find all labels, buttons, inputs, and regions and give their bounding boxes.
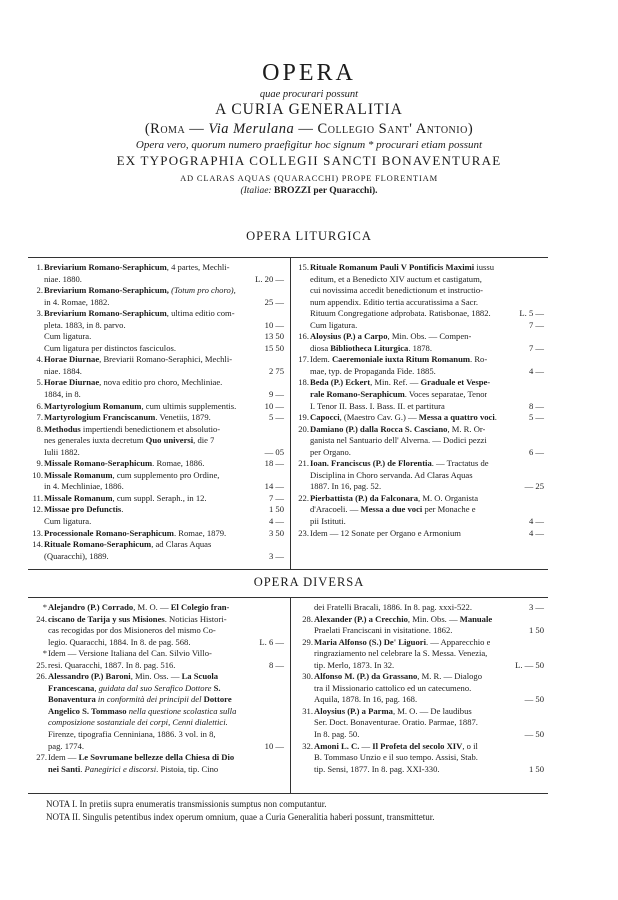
entry-line <box>48 648 284 660</box>
entry-line <box>310 458 544 470</box>
entry-text: Aloysius (P.) a Carpo, Min. Obs. — Compen- <box>310 331 472 342</box>
entry-number: 16. <box>298 331 309 342</box>
entry-line <box>310 308 544 320</box>
entry-line <box>310 285 544 297</box>
entry-line <box>314 729 544 741</box>
entry-text: Ioan. Franciscus (P.) de Florentia. — Tractatus de <box>310 458 489 469</box>
catalogue-entry <box>30 285 284 308</box>
catalogue-entry <box>30 354 284 377</box>
address-collegio: — Collegio Sant' Antonio) <box>294 121 474 137</box>
entry-price: — 05 <box>264 446 284 457</box>
entry-line <box>314 706 544 718</box>
entry-text: per Organo. <box>310 446 351 457</box>
entry-price: 7 — <box>528 319 544 330</box>
entry-number: 9. <box>36 458 43 469</box>
liturgica-right-column <box>296 262 544 539</box>
entry-price: 6 — <box>528 446 544 457</box>
entry-text: Praelati Franciscani in visitatione. 1862. <box>314 625 453 636</box>
entry-number: 11. <box>32 492 43 503</box>
entry-line <box>314 614 544 626</box>
entry-line <box>310 447 544 459</box>
entry-text: Methodus impertiendi benedictionem et absolutio- <box>44 423 221 434</box>
entry-text: rale Romano-Seraphicum. Voces separatae, Tenor <box>310 389 488 400</box>
entry-line <box>44 297 284 309</box>
entry-text: Alessandro (P.) Baroni, Min. Oss. — La Scuola <box>48 671 219 682</box>
asterisk-note: Opera vero, quorum numero praefigitur hoc signum * procurari etiam possunt <box>135 139 483 151</box>
entry-price: 15 50 <box>264 342 284 353</box>
entry-text: Missale Romano-Seraphicum. Romae, 1886. <box>44 458 205 469</box>
entry-price: 13 50 <box>264 331 284 342</box>
entry-text: Idem — Le Sovrumane bellezze della Chiesa di Dio <box>48 752 235 763</box>
entry-text: Angelico S. Tommaso nella questione scolastica sulla <box>48 705 237 716</box>
entry-text: Francescana, guidata dal suo Serafico Dottore S. <box>48 682 221 693</box>
entry-line <box>314 625 544 637</box>
entry-price: 10 — <box>264 319 284 330</box>
entry-number: 31. <box>302 705 313 716</box>
entry-number: 22. <box>298 492 309 503</box>
entry-line <box>48 741 284 753</box>
catalogue-entry <box>296 262 544 331</box>
entry-price: L. 5 — <box>519 308 544 319</box>
entry-text: Amoni L. C. — Il Profeta del secolo XIV, o il <box>314 740 478 751</box>
entry-line <box>48 717 284 729</box>
divider <box>28 597 548 598</box>
entry-text: diosa Bibliotheca Liturgica. 1878. <box>310 342 432 353</box>
entry-price: 3 — <box>268 550 284 561</box>
entry-number: 29. <box>302 636 313 647</box>
entry-number: 2. <box>36 285 43 296</box>
catalogue-entry <box>296 377 544 412</box>
entry-line <box>48 683 284 695</box>
catalogue-entry <box>30 308 284 354</box>
entry-text: I. Tenor II. Bass. I. Bass. II. et partitura <box>310 400 445 411</box>
address-via: Via Merulana <box>208 121 295 137</box>
entry-text: niae. 1884. <box>44 365 82 376</box>
divider <box>28 793 548 794</box>
entry-text: pii Istituti. <box>310 516 346 527</box>
entry-number: 14. <box>32 539 43 550</box>
catalogue-entry <box>30 401 284 413</box>
entry-line <box>314 694 544 706</box>
entry-number: 20. <box>298 423 309 434</box>
entry-price: 4 — <box>268 516 284 527</box>
entry-line <box>44 401 284 413</box>
entry-number: 12. <box>32 504 43 515</box>
entry-line <box>314 648 544 660</box>
entry-line <box>314 741 544 753</box>
entry-price: 1 50 <box>528 763 544 774</box>
entry-text: Breviarium Romano-Seraphicum, ultima editio com- <box>44 308 235 319</box>
entry-line <box>310 401 544 413</box>
section-title-liturgica: OPERA LITURGICA <box>246 229 372 243</box>
catalogue-entry <box>30 412 284 424</box>
entry-line <box>314 683 544 695</box>
entry-line <box>310 331 544 343</box>
entry-text: mae, typ. de Propaganda Fide. 1885. <box>310 365 436 376</box>
entry-price: 3 50 <box>268 527 284 538</box>
entry-text: Missae pro Defunctis. <box>44 504 124 515</box>
entry-text: Missale Romanum, cum supplemento pro Ordine, <box>44 469 220 480</box>
entry-text: in 4. Romae, 1882. <box>44 296 110 307</box>
entry-line <box>44 389 284 401</box>
entry-price: L. 20 — <box>255 273 284 284</box>
entry-text: tra il Missionario cattolico ed un catecumeno. <box>314 682 472 693</box>
postal-place: BROZZI per Quaracchi). <box>271 186 378 196</box>
entry-text: Idem — Versione Italiana del Can. Silvio Villo- <box>48 648 212 659</box>
catalogue-entry <box>30 752 284 775</box>
entry-price: 5 — <box>268 412 284 423</box>
entry-text: Bonaventura in conformità dei principii del Dottore <box>48 694 232 705</box>
entry-text: in 4. Mechliniae, 1886. <box>44 481 124 492</box>
entry-text: num appendix. Editio tertia accuratissima a Sacr. <box>310 296 479 307</box>
section-title-diversa: OPERA DIVERSA <box>253 575 365 589</box>
entry-line <box>44 262 284 274</box>
entry-line <box>44 285 284 297</box>
entry-text: nei Santi. Panegirici e discorsi. Pistoia, tip. Cino <box>48 763 219 774</box>
entry-line <box>44 504 284 516</box>
entry-text: 1884, in 8. <box>44 389 81 400</box>
entry-line <box>44 274 284 286</box>
entry-text: niae. 1880. <box>44 273 82 284</box>
note-2: NOTA II. Singulis petentibus index operum omnium, quae a Curia Generalitia haberi possunt, transmittetur. <box>46 811 435 822</box>
entry-text: Cum ligatura. <box>44 331 92 342</box>
entry-line <box>310 343 544 355</box>
entry-line <box>44 493 284 505</box>
entry-price: 4 — <box>528 365 544 376</box>
entry-line <box>310 470 544 482</box>
column-divider <box>290 597 291 793</box>
entry-text: Rituum Congregatione adprobata. Ratisbonae, 1882. <box>310 308 491 319</box>
entry-text: Cum ligatura. <box>44 516 92 527</box>
entry-line <box>44 354 284 366</box>
catalogue-entry <box>296 528 544 540</box>
catalogue-entry <box>296 706 544 741</box>
entry-line <box>48 637 284 649</box>
entry-number: 21. <box>298 458 309 469</box>
entry-text: Damiano (P.) dalla Rocca S. Casciano, M. R. Or- <box>310 423 486 434</box>
entry-text: Pierbattista (P.) da Falconara, M. O. Organista <box>310 492 479 503</box>
entry-number: 15. <box>298 262 309 272</box>
catalogue-entry <box>296 671 544 706</box>
entry-text: 1887. In 16, pag. 52. <box>310 481 382 492</box>
entry-number: 3. <box>36 308 43 319</box>
catalogue-entry <box>30 493 284 505</box>
entry-line <box>310 377 544 389</box>
entry-line <box>48 764 284 776</box>
entry-number: 19. <box>298 412 309 423</box>
entry-number: 7. <box>36 412 43 423</box>
catalogue-entry <box>296 493 544 528</box>
entry-line <box>44 447 284 459</box>
entry-price: 1 50 <box>528 625 544 636</box>
entry-line <box>310 297 544 309</box>
entry-line <box>44 331 284 343</box>
entry-text: Martyrologium Franciscanum. Venetiis, 1879. <box>44 412 211 423</box>
entry-price: 25 — <box>264 296 284 307</box>
typographia-heading: EX TYPOGRAPHIA COLLEGII SANCTI BONAVENTURAE <box>116 153 502 168</box>
entry-text: Iulii 1882. <box>44 446 80 457</box>
divider <box>28 257 548 258</box>
entry-number: 32. <box>302 740 313 751</box>
column-divider <box>290 257 291 569</box>
entry-line <box>48 729 284 741</box>
entry-text: tip. Sensi, 1877. In 8. pag. XXI-330. <box>314 763 440 774</box>
entry-number: 27. <box>36 752 47 763</box>
entry-line <box>44 551 284 563</box>
entry-text: composizione sostanziale dei corpi, Cenni dialettici. <box>48 717 228 728</box>
address-roma: (Roma — <box>144 121 209 137</box>
entry-line <box>314 717 544 729</box>
entry-text: d'Aracoeli. — Messa a due voci per Monache e <box>310 504 476 515</box>
entry-line <box>44 539 284 551</box>
entry-price: 1 50 <box>268 504 284 515</box>
catalogue-entry <box>30 262 284 285</box>
catalogue-entry <box>296 602 544 614</box>
catalogue-entry <box>296 741 544 776</box>
entry-line <box>44 516 284 528</box>
entry-text: Alejandro (P.) Corrado, M. O. — El Colegio fran- <box>48 602 230 612</box>
entry-line <box>48 660 284 672</box>
entry-text: editum, et a Benedicto XIV auctum et castigatum, <box>310 273 482 284</box>
entry-text: resi. Quaracchi, 1887. In 8. pag. 516. <box>48 659 176 670</box>
entry-line <box>44 366 284 378</box>
entry-number: * 25. <box>36 648 47 670</box>
entry-text: cui novissima accedit benedictionum et instructio- <box>310 285 484 296</box>
entry-number: 10. <box>32 469 43 480</box>
entry-line <box>314 752 544 764</box>
entry-price: 9 — <box>268 389 284 400</box>
entry-price: 4 — <box>528 527 544 538</box>
entry-line <box>314 637 544 649</box>
entry-text: (Quaracchi), 1889. <box>44 550 109 561</box>
entry-text: Ser. Doct. Bonaventurae. Oratio. Parmae, 1887. <box>314 717 478 728</box>
entry-text: Disciplina in Choro servanda. Ad Claras Aquas <box>310 469 473 480</box>
entry-line <box>310 435 544 447</box>
entry-line <box>44 320 284 332</box>
entry-number: 26. <box>36 671 47 682</box>
catalogue-entry <box>30 377 284 400</box>
entry-text: nes generales iuxta decretum Quo universi, die 7 <box>44 435 215 446</box>
subtitle-quae: quae procurari possunt <box>259 89 359 100</box>
entry-line <box>44 377 284 389</box>
liturgica-left-column <box>30 262 284 562</box>
entry-line <box>44 435 284 447</box>
entry-price: L. 6 — <box>259 636 284 647</box>
entry-number: 8. <box>36 423 43 434</box>
entry-price: 2 75 <box>268 365 284 376</box>
entry-price: — 25 <box>524 481 544 492</box>
entry-line <box>310 262 544 274</box>
entry-text: ciscano de Tarija y sus Misiones. Noticias Histori- <box>48 613 227 624</box>
entry-price: 14 — <box>264 481 284 492</box>
entry-price: — 50 <box>524 694 544 705</box>
entry-price: 8 — <box>268 659 284 670</box>
entry-line <box>310 354 544 366</box>
entry-line <box>310 320 544 332</box>
postal-line <box>0 186 618 196</box>
entry-text: pag. 1774. <box>48 740 85 751</box>
entry-number: 13. <box>32 527 43 538</box>
entry-line <box>48 706 284 718</box>
entry-line <box>310 528 544 540</box>
entry-text: Horae Diurnae, nova editio pro choro, Mechliniae. <box>44 377 223 388</box>
entry-text: Idem — 12 Sonate per Organo e Armonium <box>310 527 461 538</box>
entry-text: pleta. 1883, in 8. parvo. <box>44 319 126 330</box>
entry-price: 5 — <box>528 412 544 423</box>
diversa-right-column <box>296 602 544 775</box>
catalogue-entry <box>296 331 544 354</box>
entry-price: — 50 <box>524 729 544 740</box>
entry-line <box>44 308 284 320</box>
entry-line <box>310 274 544 286</box>
catalogue-entry <box>30 648 284 671</box>
catalogue-entry <box>30 602 284 648</box>
catalogue-entry <box>30 424 284 459</box>
entry-number: 30. <box>302 671 313 682</box>
entry-text: In 8. pag. 50. <box>314 729 360 740</box>
notes-block <box>46 798 434 823</box>
entry-number: 4. <box>36 354 43 365</box>
entry-text: Cum ligatura per distinctos fasciculos. <box>44 342 176 353</box>
entry-price: 10 — <box>264 400 284 411</box>
entry-text: legio. Quaracchi, 1884. In 8. de pag. 568. <box>48 636 191 647</box>
entry-number: * 24. <box>36 602 47 624</box>
entry-number: 23. <box>298 527 309 538</box>
entry-line <box>44 528 284 540</box>
entry-line <box>48 752 284 764</box>
page-title: OPERA <box>262 60 356 86</box>
entry-text: ganista nel Santuario dell' Alverna. — Dodici pezzi <box>310 435 487 446</box>
catalogue-entry <box>30 528 284 540</box>
entry-text: B. Tommaso Unzio e il suo tempo. Assisi, Stab. <box>314 752 478 763</box>
diversa-left-column <box>30 602 284 775</box>
entry-price: L. — 50 <box>515 659 544 670</box>
entry-text: Breviarium Romano-Seraphicum, (Totum pro choro), <box>44 285 236 296</box>
entry-line <box>310 493 544 505</box>
entry-line <box>314 671 544 683</box>
entry-line <box>310 516 544 528</box>
entry-line <box>310 481 544 493</box>
entry-text: dei Fratelli Bracali, 1886. In 8. pag. xxxi-522. <box>314 602 472 612</box>
entry-number: 17. <box>298 354 309 365</box>
entry-number: 18. <box>298 377 309 388</box>
entry-line <box>44 458 284 470</box>
entry-number: 28. <box>302 613 313 624</box>
entry-line <box>48 625 284 637</box>
curia-heading: A CURIA GENERALITIA <box>215 101 403 118</box>
entry-price: 10 — <box>264 740 284 751</box>
entry-line <box>310 366 544 378</box>
entry-line <box>44 424 284 436</box>
entry-text: Firenze, tipografia Cenniniana, 1886. 3 vol. in 8, <box>48 729 216 740</box>
entry-text: Rituale Romano-Seraphicum, ad Claras Aquas <box>44 539 212 550</box>
entry-price: 7 — <box>268 492 284 503</box>
catalogue-entry <box>30 504 284 527</box>
location-line: AD CLARAS AQUAS (QUARACCHI) PROPE FLORENTIAM <box>180 173 438 183</box>
entry-line <box>314 660 544 672</box>
address-line <box>0 121 618 138</box>
catalogue-entry <box>296 458 544 493</box>
entry-text: Rituale Romanum Pauli V Pontificis Maximi iussu <box>310 262 494 272</box>
catalogue-entry <box>296 424 544 459</box>
entry-line <box>44 481 284 493</box>
entry-line <box>44 470 284 482</box>
entry-line <box>48 602 284 614</box>
divider <box>28 569 548 570</box>
entry-line <box>44 412 284 424</box>
entry-price: 18 — <box>264 458 284 469</box>
entry-line <box>310 504 544 516</box>
catalogue-entry <box>296 354 544 377</box>
entry-line <box>48 671 284 683</box>
entry-text: tip. Merlo, 1873. In 32. <box>314 659 395 670</box>
catalogue-entry <box>296 412 544 424</box>
entry-price: 4 — <box>528 516 544 527</box>
entry-price: 7 — <box>528 342 544 353</box>
entry-line <box>310 389 544 401</box>
entry-line <box>310 424 544 436</box>
entry-price: 3 — <box>528 602 544 612</box>
entry-text: Breviarium Romano-Seraphicum, 4 partes, Mechli- <box>44 262 230 272</box>
entry-text: Beda (P.) Eckert, Min. Ref. — Graduale et Vespe- <box>310 377 491 388</box>
note-1: NOTA I. In pretiis supra enumeratis transmissionis sumptus non computantur. <box>46 799 327 809</box>
entry-number: 5. <box>36 377 43 388</box>
entry-text: Processionale Romano-Seraphicum. Romae, 1879. <box>44 527 227 538</box>
entry-text: Horae Diurnae, Breviarii Romano-Seraphici, Mechli- <box>44 354 233 365</box>
entry-text: ringraziamento nel celebrare la S. Messa. Venezia, <box>314 648 488 659</box>
entry-line <box>44 343 284 355</box>
entry-text: Aquila, 1878. In 16, pag. 168. <box>314 694 418 705</box>
entry-number: 1. <box>36 262 43 272</box>
catalogue-entry <box>30 671 284 752</box>
catalogue-entry <box>296 614 544 637</box>
entry-line <box>314 602 544 614</box>
entry-text: Alexander (P.) a Crecchio, Min. Obs. — Manuale <box>314 613 493 624</box>
postal-label: (Italiae: <box>240 186 272 196</box>
entry-line <box>314 764 544 776</box>
entry-line <box>48 614 284 626</box>
entry-line <box>48 694 284 706</box>
entry-text: Aloysius (P.) a Parma, M. O. — De laudibus <box>314 705 472 716</box>
entry-text: Capocci, (Maestro Cav. G.) — Messa a quattro voci. <box>310 412 497 423</box>
entry-text: Idem. Caeremoniale iuxta Ritum Romanum. Ro- <box>310 354 488 365</box>
catalogue-entry <box>30 539 284 562</box>
entry-text: Missale Romanum, cum suppl. Seraph., in 12. <box>44 492 207 503</box>
entry-price: 8 — <box>528 400 544 411</box>
catalogue-entry <box>296 637 544 672</box>
entry-text: Cum ligatura. <box>310 319 358 330</box>
entry-text: Maria Alfonso (S.) De' Liguori. — Apparecchio e <box>314 636 491 647</box>
catalogue-entry <box>30 470 284 493</box>
entry-line <box>310 412 544 424</box>
entry-number: 6. <box>36 400 43 411</box>
entry-text: cas recogidas por dos Misioneros del mismo Co- <box>48 625 216 636</box>
entry-text: Alfonso M. (P.) da Grassano, M. R. — Dialogo <box>314 671 482 682</box>
entry-text: Martyrologium Romanum, cum ultimis supplementis. <box>44 400 237 411</box>
catalogue-entry <box>30 458 284 470</box>
